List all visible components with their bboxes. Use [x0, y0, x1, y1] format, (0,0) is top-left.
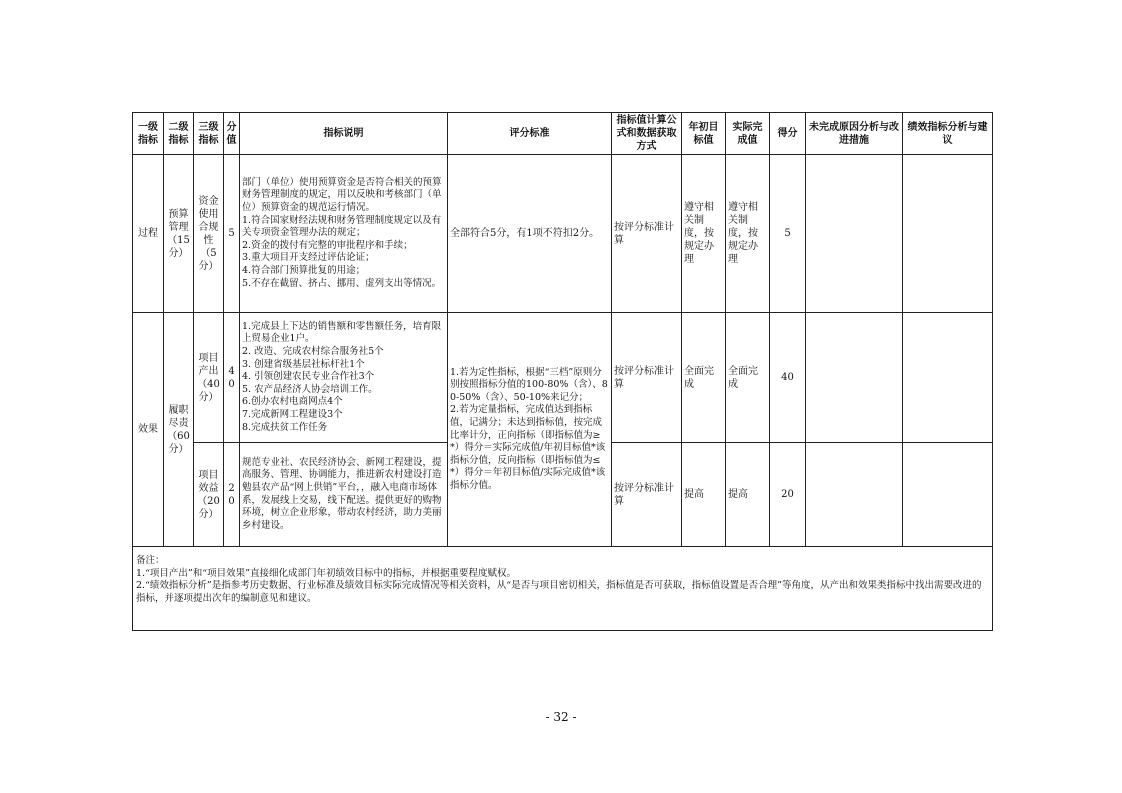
cell-level3: 资金使用合规性（5分） — [194, 155, 224, 313]
notes-line-1: 1.“项目产出”和“项目效果”直接细化成部门年初绩效目标中的指标，并根据重要程度赋权。 — [136, 567, 516, 579]
table-header-row — [133, 113, 993, 155]
cell-score-value: 40 — [224, 313, 240, 443]
cell-score: 5 — [770, 155, 806, 313]
cell-description: 部门（单位）使用预算资金是否符合相关的预算财务管理制度的规定，用以反映和考核部门（单位）预算资金的规范运行情况。 1.符合国家财经法规和财务管理制度规定以及有关专项资金管理办法的规定； 2.资金的拨付有完整的审批程序和手续； 3.重大项目开支经过评估论证； 4.符合部门预算批复的用途； 5.不存在截留、挤占、挪用、虚列支出等情况。 — [240, 155, 448, 313]
cell-criteria: 1.若为定性指标，根据“三档”原则分别按照指标分值的100-80%（含）、80-50%（含）、50-10%来记分； 2.若为定量指标，完成值达到指标值，记满分；未达到指标值，按完成比率计分，正向指标（即指标值为≥*）得分＝实际完成值/年初目标值*该指标分值，反向指标（即指标值为≤*）得分＝年初目标值/实际完成值*该指标分值。 — [448, 313, 612, 547]
cell-actual: 提高 — [726, 443, 770, 547]
table-row — [133, 313, 993, 443]
cell-suggestion — [903, 313, 993, 443]
cell-level1: 效果 — [133, 313, 164, 547]
cell-method: 按评分标准计算 — [612, 155, 682, 313]
cell-level2: 预算管理（15分） — [164, 155, 194, 313]
cell-target: 提高 — [682, 443, 726, 547]
cell-criteria: 全部符合5分，有1项不符扣2分。 — [448, 155, 612, 313]
header-reason: 未完成原因分析与改进措施 — [806, 113, 903, 155]
cell-score: 20 — [770, 443, 806, 547]
cell-level2: 履职尽责（60分） — [164, 313, 194, 547]
cell-target: 遵守相关制度，按规定办理 — [682, 155, 726, 313]
header-level1: 一级指标 — [133, 113, 164, 155]
notes-cell — [133, 547, 993, 631]
cell-actual: 全面完成 — [726, 313, 770, 443]
cell-score-value: 20 — [224, 443, 240, 547]
cell-actual: 遵守相关制度，按规定办理 — [726, 155, 770, 313]
cell-level3: 项目产出（40分） — [194, 313, 224, 443]
cell-target: 全面完成 — [682, 313, 726, 443]
header-description: 指标说明 — [240, 113, 448, 155]
performance-indicator-table — [132, 112, 993, 631]
cell-reason — [806, 313, 903, 443]
page-number: - 32 - — [545, 710, 577, 724]
cell-suggestion — [903, 443, 993, 547]
cell-reason — [806, 155, 903, 313]
header-target: 年初目标值 — [682, 113, 726, 155]
header-method: 指标值计算公式和数据获取方式 — [612, 113, 682, 155]
cell-method: 按评分标准计算 — [612, 313, 682, 443]
cell-score: 40 — [770, 313, 806, 443]
cell-description: 规范专业社、农民经济协会、新网工程建设，提高服务、管理、协调能力，推进新农村建设打造勉县农产品“网上供销”平台，，融入电商市场体系，发展线上交易，线下配送。提供更好的购物环境，树立企业形象，带动农村经济，助力美丽乡村建设。 — [240, 443, 448, 547]
table-row — [133, 155, 993, 313]
header-level3: 三级指标 — [194, 113, 224, 155]
cell-score-value: 5 — [224, 155, 240, 313]
notes-title: 备注： — [136, 555, 165, 566]
header-score: 得分 — [770, 113, 806, 155]
header-suggestion: 绩效指标分析与建议 — [903, 113, 993, 155]
cell-level3: 项目效益（20分） — [194, 443, 224, 547]
cell-description: 1.完成县上下达的销售额和零售额任务，培育限上贸易企业1户。 2. 改造、完成农村综合服务社5个 3. 创建省级基层社标杆社1个 4. 引领创建农民专业合作社3个 5. 农产品经济人协会培训工作。 6.创办农村电商网点4个 7.完成新网工程建设3个 8.完成扶贫工作任务 — [240, 313, 448, 443]
header-criteria: 评分标准 — [448, 113, 612, 155]
cell-method: 按评分标准计算 — [612, 443, 682, 547]
header-level2: 二级指标 — [164, 113, 194, 155]
header-actual: 实际完成值 — [726, 113, 770, 155]
cell-reason — [806, 443, 903, 547]
notes-line-2: 2.“绩效指标分析”是指参考历史数据、行业标准及绩效目标实际完成情况等相关资料，从“是否与项目密切相关，指标值是否可获取，指标值设置是否合理”等角度，从产出和效果类指标中找出需要改进的指标，并逐项提出次年的编制意见和建议。 — [136, 580, 982, 604]
header-score-value: 分值 — [224, 113, 240, 155]
cell-suggestion — [903, 155, 993, 313]
cell-level1: 过程 — [133, 155, 164, 313]
performance-table-wrapper — [132, 112, 992, 631]
notes-row — [133, 547, 993, 631]
